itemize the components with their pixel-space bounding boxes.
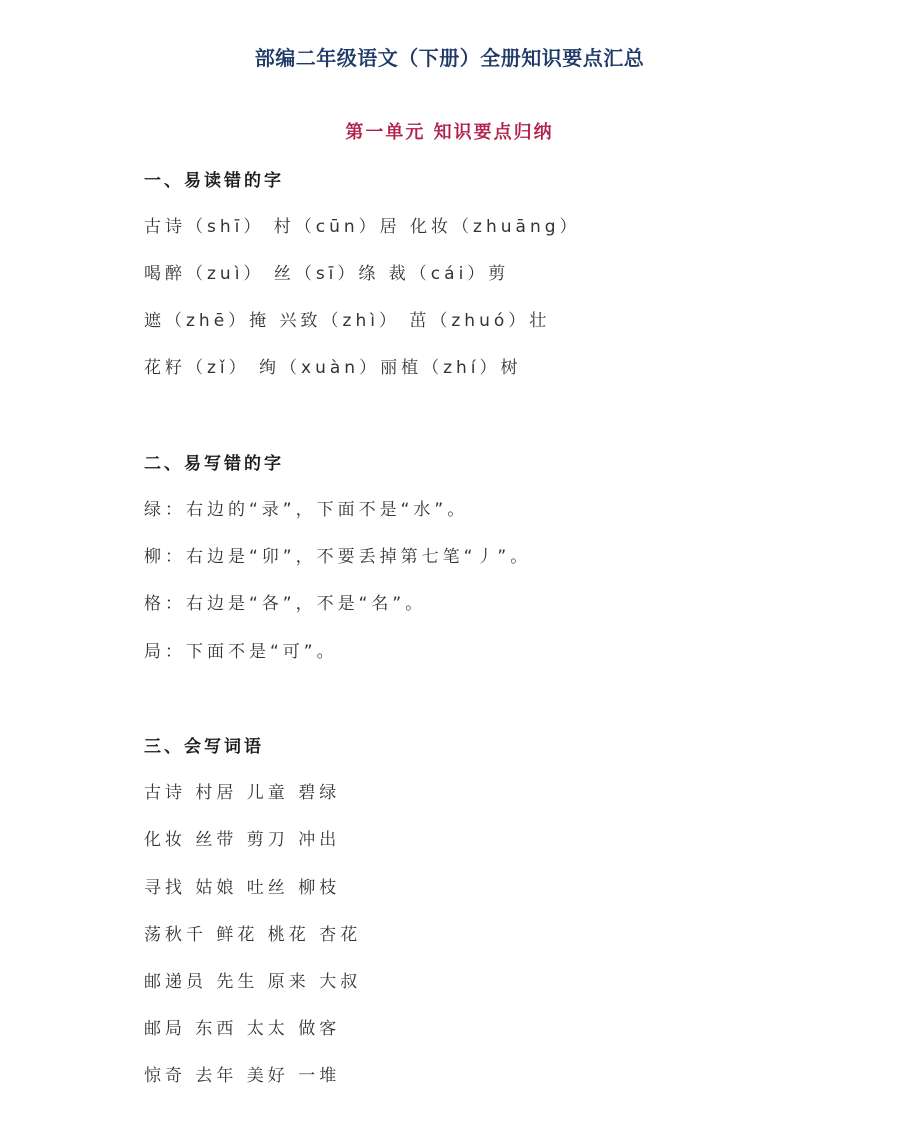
section-heading-vocabulary: 三、会写词语 (144, 737, 264, 757)
section-heading-easy-misread: 一、易读错的字 (144, 171, 284, 191)
text-line: 邮递员 先生 原来 大叔 (144, 972, 362, 992)
text-line: 古诗 村居 儿童 碧绿 (144, 783, 341, 803)
text-line: 绿：右边的“录”，下面不是“水”。 (144, 500, 469, 520)
section-heading-easy-miswrite: 二、易写错的字 (144, 454, 284, 474)
text-line: 寻找 姑娘 吐丝 柳枝 (144, 878, 341, 898)
unit-title: 第一单元 知识要点归纳 (345, 122, 554, 143)
text-line: 格：右边是“各”，不是“名”。 (144, 594, 427, 614)
text-line: 柳：右边是“卯”，不要丢掉第七笔“丿”。 (144, 547, 532, 567)
text-line: 遮（zhē）掩 兴致（zhì） 茁（zhuó）壮 (144, 311, 551, 331)
text-line: 惊奇 去年 美好 一堆 (144, 1066, 341, 1086)
text-line: 古诗（shī） 村（cūn）居 化妆（zhuāng） (144, 217, 581, 237)
text-line: 邮局 东西 太太 做客 (144, 1019, 341, 1039)
document-title: 部编二年级语文（下册）全册知识要点汇总 (254, 46, 645, 70)
text-line: 化妆 丝带 剪刀 冲出 (144, 830, 341, 850)
text-line: 局：下面不是“可”。 (144, 642, 338, 662)
text-line: 喝醉（zuì） 丝（sī）绦 裁（cái）剪 (144, 264, 510, 284)
text-line: 花籽（zǐ） 绚（xuàn）丽植（zhí）树 (144, 358, 522, 378)
text-line: 荡秋千 鲜花 桃花 杏花 (144, 925, 362, 945)
